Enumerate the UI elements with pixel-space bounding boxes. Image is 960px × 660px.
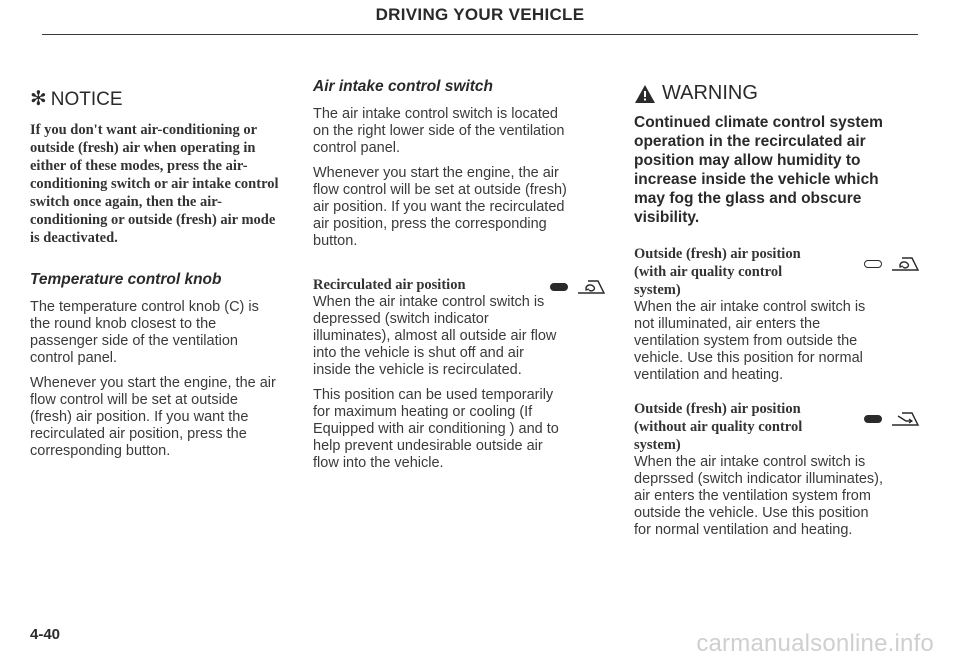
text-line: Whenever you start the engine, the air	[30, 375, 276, 391]
text-line: The temperature control knob (C) is	[30, 299, 259, 315]
text-line: control panel.	[313, 140, 401, 156]
middle-column	[313, 78, 610, 480]
text-line: This position can be used temporarily	[313, 387, 554, 403]
recirculated-air-icon	[576, 278, 606, 296]
text-line: passenger side of the ventilation	[30, 333, 238, 349]
page-header-title: DRIVING YOUR VEHICLE	[375, 5, 585, 24]
text-line: control panel.	[30, 350, 118, 366]
text-line: The air intake control switch is located	[313, 106, 558, 122]
outside-air-without-aqs-heading	[634, 400, 924, 454]
recirculated-air-heading-label: Recirculated air position	[313, 277, 466, 293]
recirculated-air-heading	[313, 276, 610, 294]
outside-air-with-aqs-heading	[634, 245, 924, 299]
text-line: ventilation and heating.	[634, 367, 784, 383]
text-line: When the air intake control switch is	[634, 454, 866, 470]
warning-line: increase inside the vehicle which	[634, 171, 879, 188]
recirculated-air-icon	[890, 255, 920, 273]
text-line: outside the vehicle. Use this position	[634, 505, 869, 521]
asterisk-icon: ✻	[30, 88, 47, 110]
outside-air-with-aqs-paragraph	[634, 299, 924, 384]
outside-air-with-aqs-symbols	[864, 255, 920, 273]
text-line: illuminates), almost all outside air flow	[313, 328, 557, 344]
text-line: air position, press the corresponding	[313, 216, 547, 232]
heading-line: (without air quality control	[634, 419, 803, 435]
text-line: deprssed (switch indicator illuminates),	[634, 471, 884, 487]
text-line: inside the vehicle is recirculated.	[313, 362, 522, 378]
text-line: vehicle. Use this position for normal	[634, 350, 863, 366]
warning-line: may fog the glass and obscure	[634, 190, 862, 207]
warning-line: position may allow humidity to	[634, 152, 861, 169]
notice-line: is deactivated.	[30, 230, 118, 246]
outside-air-without-aqs-paragraph	[634, 454, 924, 539]
heading-line: system)	[634, 282, 681, 298]
text-line: Whenever you start the engine, the air	[313, 165, 559, 181]
heading-line: Outside (fresh) air position	[634, 246, 801, 262]
notice-line: conditioning or outside (fresh) air mode	[30, 212, 276, 228]
warning-line: operation in the recirculated air	[634, 133, 866, 150]
heading-line: system)	[634, 437, 681, 453]
switch-indicator-on-icon	[864, 415, 882, 423]
temperature-knob-heading: Temperature control knob	[30, 271, 222, 288]
heading-line: (with air quality control	[634, 264, 783, 280]
notice-line: switch once again, then the air-	[30, 194, 222, 210]
text-line: When the air intake control switch is	[634, 299, 866, 315]
text-line: for maximum heating or cooling (If	[313, 404, 533, 420]
recirculated-air-paragraph-1	[313, 294, 610, 379]
air-intake-paragraph-1	[313, 106, 610, 157]
text-line: not illuminated, air enters the	[634, 316, 821, 332]
text-line: flow control will be set at outside (fresh)	[313, 182, 567, 198]
header-divider	[42, 34, 918, 35]
warning-text	[634, 113, 924, 227]
notice-line: If you don't want air-conditioning or	[30, 122, 258, 138]
temperature-knob-paragraph-2	[30, 375, 292, 460]
text-line: the round knob closest to the	[30, 316, 217, 332]
text-line: on the right lower side of the ventilation	[313, 123, 565, 139]
notice-heading	[30, 86, 292, 111]
switch-indicator-off-icon	[864, 260, 882, 268]
page-number: 4-40	[30, 626, 61, 643]
text-line: for normal ventilation and heating.	[634, 522, 853, 538]
text-line: air enters the ventilation system from	[634, 488, 871, 504]
text-line: corresponding button.	[30, 443, 171, 459]
text-line: help prevent undesirable outside air	[313, 438, 543, 454]
temperature-knob-paragraph-1	[30, 299, 292, 367]
outside-air-icon	[890, 410, 920, 428]
text-line: ventilation system from outside the	[634, 333, 858, 349]
notice-line: outside (fresh) air when operating in	[30, 140, 256, 156]
text-line: recirculated air position, press the	[30, 426, 247, 442]
text-line: When the air intake control switch is	[313, 294, 545, 310]
notice-line: conditioning switch or air intake control	[30, 176, 279, 192]
text-line: flow into the vehicle.	[313, 455, 444, 471]
text-line: button.	[313, 233, 358, 249]
warning-line: Continued climate control system	[634, 114, 883, 131]
switch-indicator-on-icon	[550, 283, 568, 291]
text-line: into the vehicle is shut off and air	[313, 345, 524, 361]
right-column	[634, 78, 924, 547]
text-line: depressed (switch indicator	[313, 311, 489, 327]
air-intake-paragraph-2	[313, 165, 610, 250]
heading-line: Outside (fresh) air position	[634, 401, 801, 417]
outside-air-without-aqs-symbols	[864, 410, 920, 428]
notice-line: either of these modes, press the air-	[30, 158, 248, 174]
text-line: flow control will be set at outside	[30, 392, 238, 408]
warning-heading	[634, 82, 924, 105]
text-line: (fresh) air position. If you want the	[30, 409, 249, 425]
notice-text	[30, 121, 292, 247]
text-line: Equipped with air conditioning ) and to	[313, 421, 559, 437]
warning-triangle-icon	[634, 84, 656, 104]
recirculated-air-symbols	[550, 278, 606, 296]
notice-heading-label: NOTICE	[50, 89, 123, 110]
warning-line: visibility.	[634, 209, 700, 226]
left-column	[30, 78, 292, 468]
text-line: air position. If you want the recirculated	[313, 199, 565, 215]
warning-heading-label: WARNING	[662, 82, 758, 104]
air-intake-switch-heading: Air intake control switch	[313, 78, 494, 95]
recirculated-air-paragraph-2	[313, 387, 610, 472]
watermark: carmanualsonline.info	[696, 630, 934, 657]
